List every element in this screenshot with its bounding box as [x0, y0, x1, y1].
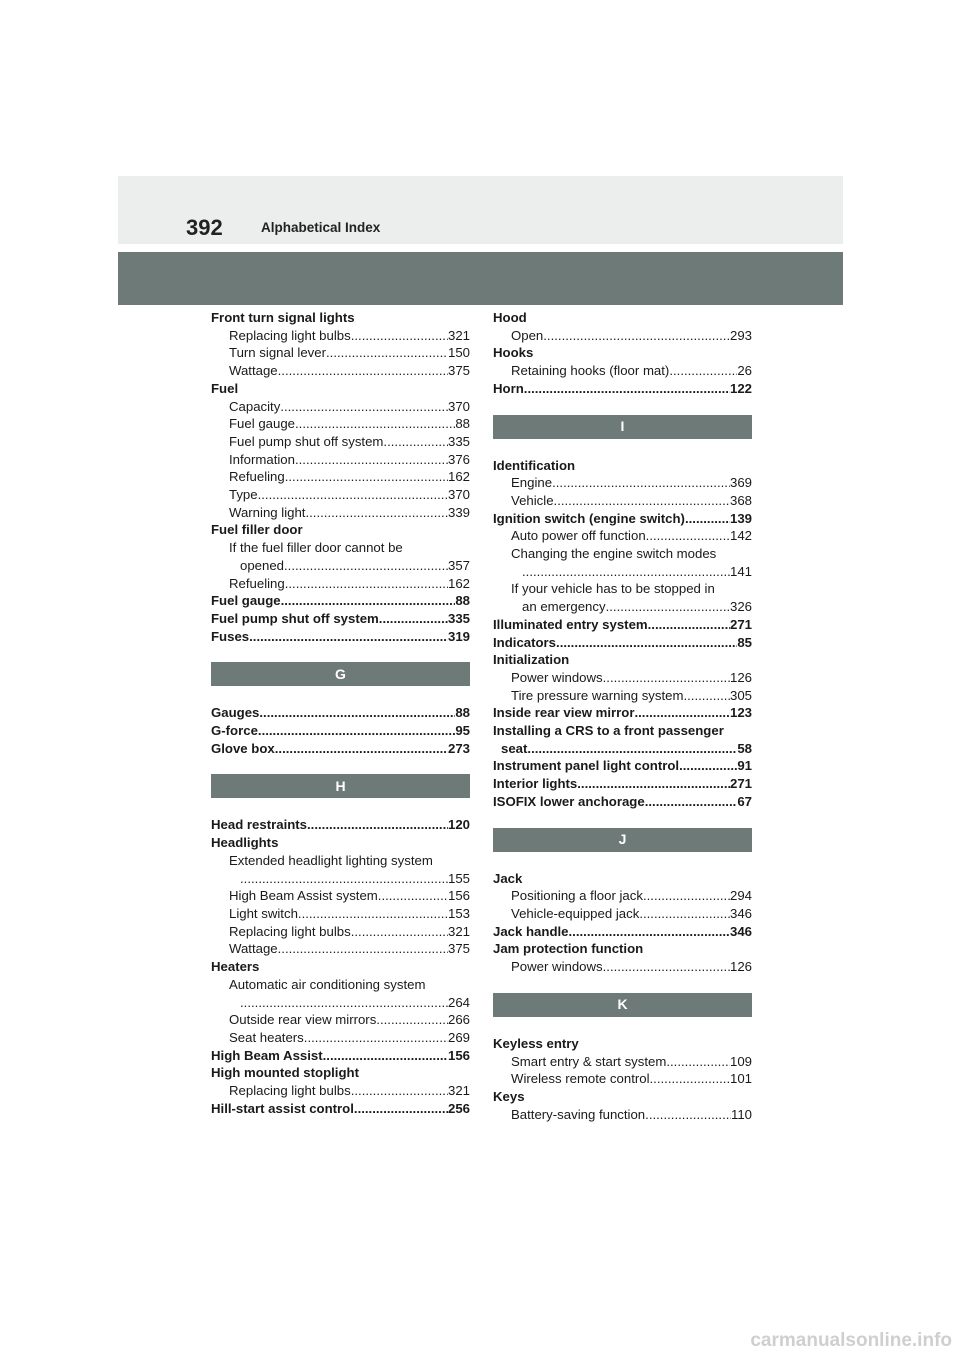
- index-entry: ..... 141: [493, 563, 752, 581]
- index-entry: Head restraints ..... 120: [211, 816, 470, 834]
- index-entry: Fuel pump shut off system ..... 335: [211, 433, 470, 451]
- index-entry: Refueling ..... 162: [211, 468, 470, 486]
- index-entry: Engine ..... 369: [493, 474, 752, 492]
- index-heading: Hooks: [493, 345, 534, 361]
- index-entry: Open ..... 293: [493, 327, 752, 345]
- index-heading: Heaters: [211, 959, 260, 975]
- index-entry: Capacity ..... 370: [211, 398, 470, 416]
- index-heading: Front turn signal lights: [211, 310, 355, 325]
- index-entry: Outside rear view mirrors ..... 266: [211, 1011, 470, 1029]
- index-entry: Retaining hooks (floor mat) ..... 26: [493, 362, 752, 380]
- index-entry: Power windows ..... 126: [493, 669, 752, 687]
- index-entry: Smart entry & start system ..... 109: [493, 1053, 752, 1071]
- index-entry: Information ..... 376: [211, 451, 470, 469]
- index-heading: Jam protection function: [493, 941, 644, 957]
- index-entry: G-force ..... 95: [211, 722, 470, 740]
- index-entry: Horn ..... 122: [493, 380, 752, 398]
- index-heading: Hood: [493, 310, 527, 325]
- header-bar: [118, 252, 843, 305]
- letter-divider-k: K: [493, 993, 752, 1017]
- index-entry: Gauges ..... 88: [211, 704, 470, 722]
- index-entry: Ignition switch (engine switch) ..... 139: [493, 510, 752, 528]
- letter-divider-j: J: [493, 828, 752, 852]
- index-entry: Vehicle ..... 368: [493, 492, 752, 510]
- index-heading: High mounted stoplight: [211, 1065, 359, 1081]
- index-entry: Illuminated entry system ..... 271: [493, 616, 752, 634]
- index-heading: Fuel: [211, 380, 239, 396]
- index-entry: Tire pressure warning system ..... 305: [493, 687, 752, 705]
- index-entry: High Beam Assist system ..... 156: [211, 887, 470, 905]
- index-entry: Replacing light bulbs ..... 321: [211, 923, 470, 941]
- index-heading: Jack: [493, 870, 523, 886]
- watermark: carmanualsonline.info: [750, 1330, 952, 1351]
- index-entry: Replacing light bulbs ..... 321: [211, 1082, 470, 1100]
- section-title: Alphabetical Index: [261, 220, 381, 235]
- index-heading: Keyless entry: [493, 1035, 579, 1051]
- index-entry: Auto power off function ..... 142: [493, 527, 752, 545]
- index-heading: Identification: [493, 457, 576, 473]
- index-entry: Fuel pump shut off system ..... 335: [211, 610, 470, 628]
- index-entry: Jack handle ..... 346: [493, 923, 752, 941]
- index-entry: an emergency ..... 326: [493, 598, 752, 616]
- index-entry: Indicators ..... 85: [493, 634, 752, 652]
- index-heading: Headlights: [211, 835, 279, 851]
- letter-divider-i: I: [493, 415, 752, 439]
- index-entry: Warning light ..... 339: [211, 504, 470, 522]
- index-entry-text: Changing the engine switch modes: [511, 546, 717, 562]
- index-entry: Glove box ..... 273: [211, 740, 470, 758]
- index-entry: Wireless remote control ..... 101: [493, 1070, 752, 1088]
- index-entry: Fuel gauge ..... 88: [211, 592, 470, 610]
- index-entry: seat ..... 58: [493, 740, 752, 758]
- index-entry: Power windows ..... 126: [493, 958, 752, 976]
- index-entry-text: Automatic air conditioning system: [229, 976, 426, 992]
- index-entry: Vehicle-equipped jack ..... 346: [493, 905, 752, 923]
- index-entry: ..... 155: [211, 870, 470, 888]
- index-entry: ISOFIX lower anchorage ..... 67: [493, 793, 752, 811]
- index-entry: Instrument panel light control ..... 91: [493, 757, 752, 775]
- index-entry: ..... 264: [211, 994, 470, 1012]
- index-column-left: [211, 309, 470, 1117]
- index-heading: Initialization: [493, 652, 570, 668]
- index-entry: Interior lights ..... 271: [493, 775, 752, 793]
- index-entry: Type ..... 370: [211, 486, 470, 504]
- index-entry: Battery-saving function ..... 110: [493, 1106, 752, 1124]
- index-entry-text: If your vehicle has to be stopped in: [511, 581, 715, 597]
- index-entry: Turn signal lever ..... 150: [211, 344, 470, 362]
- letter-divider-g: G: [211, 662, 470, 686]
- index-entry: Seat heaters ..... 269: [211, 1029, 470, 1047]
- index-heading: Fuel filler door: [211, 522, 303, 538]
- index-entry: Inside rear view mirror ..... 123: [493, 704, 752, 722]
- index-entry-text: If the fuel filler door cannot be: [229, 540, 403, 556]
- letter-divider-h: H: [211, 774, 470, 798]
- index-entry: Positioning a floor jack ..... 294: [493, 887, 752, 905]
- index-entry: Refueling ..... 162: [211, 575, 470, 593]
- index-entry: Wattage ..... 375: [211, 940, 470, 958]
- index-column-right: [493, 309, 752, 1123]
- index-entry-text: Extended headlight lighting system: [229, 852, 433, 868]
- index-entry: Hill-start assist control ..... 256: [211, 1100, 470, 1118]
- index-entry: Light switch ..... 153: [211, 905, 470, 923]
- index-entry: Replacing light bulbs ..... 321: [211, 327, 470, 345]
- index-entry: opened ..... 357: [211, 557, 470, 575]
- index-entry: Fuel gauge ..... 88: [211, 415, 470, 433]
- index-entry: Wattage ..... 375: [211, 362, 470, 380]
- index-entry: Fuses ..... 319: [211, 628, 470, 646]
- index-heading: Installing a CRS to a front passenger: [493, 723, 724, 739]
- index-heading: Keys: [493, 1088, 525, 1104]
- index-entry: High Beam Assist ..... 156: [211, 1047, 470, 1065]
- header-band: [118, 176, 843, 244]
- page-number: 392: [186, 215, 223, 240]
